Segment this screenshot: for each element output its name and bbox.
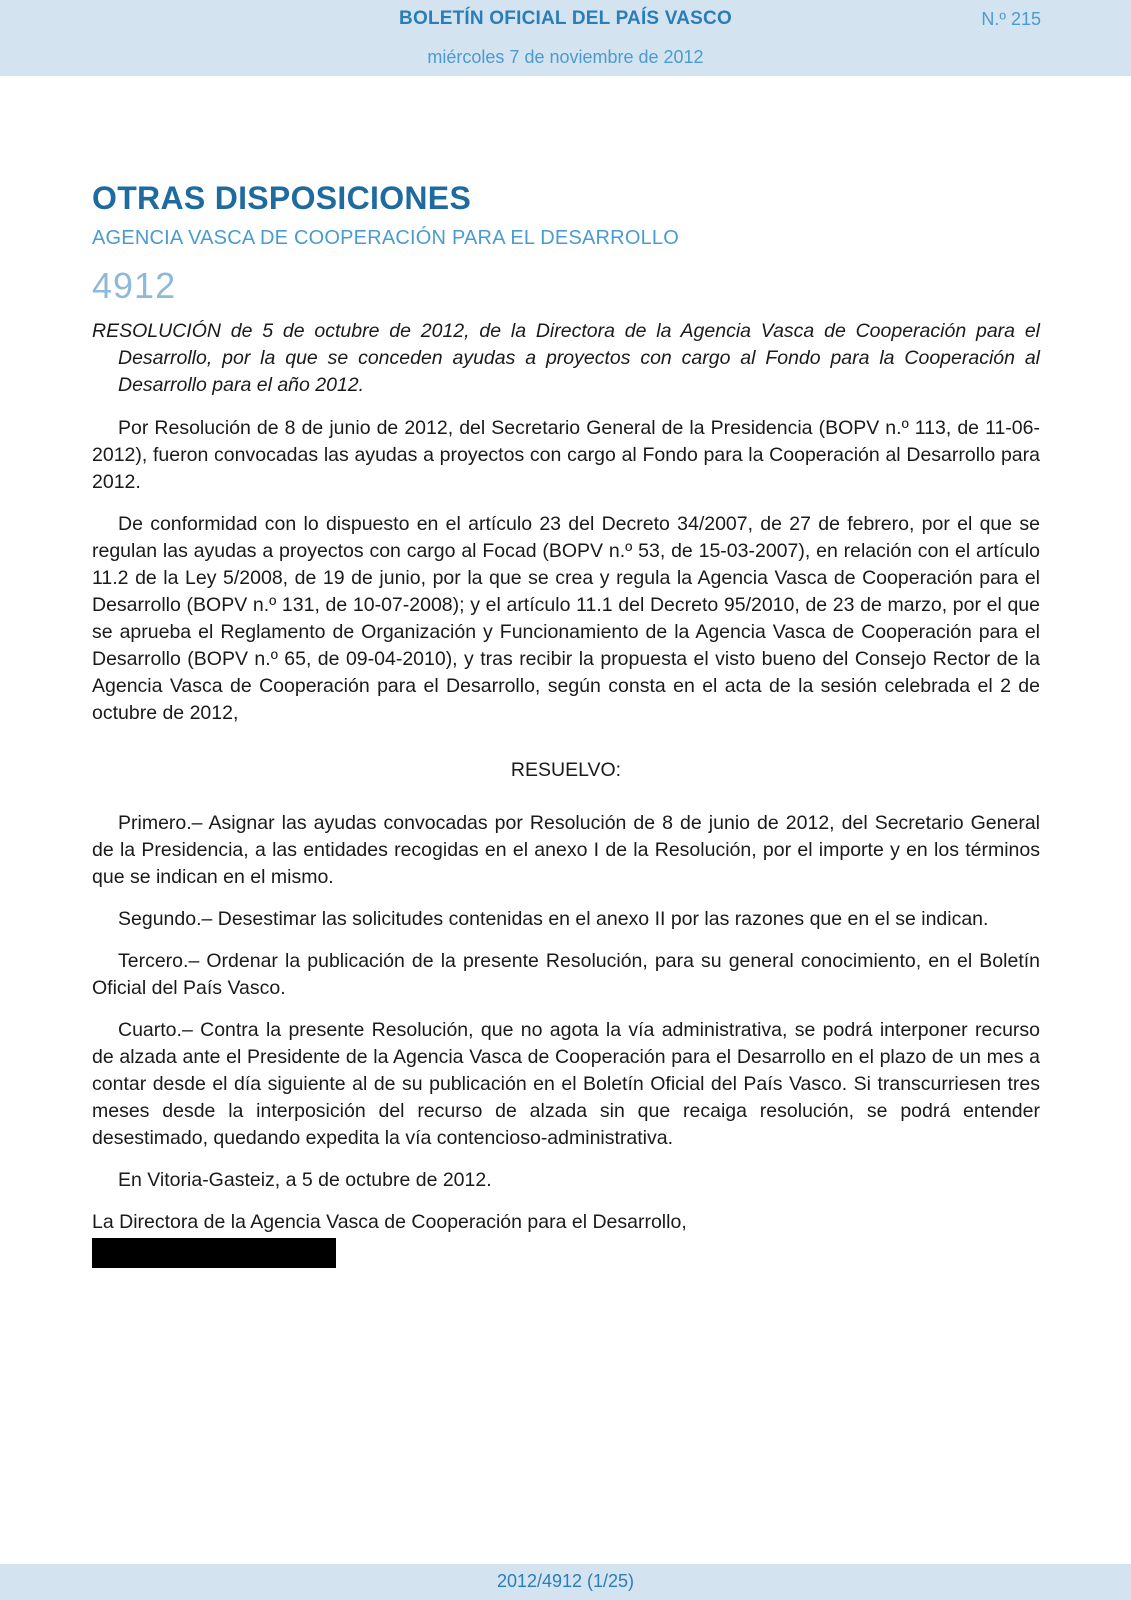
place-date: En Vitoria-Gasteiz, a 5 de octubre de 2012. [118,1169,492,1191]
article-cuarto: Cuarto.– Contra la presente Resolución, que no agota la vía administrativa, se podrá interponer recurso de alzada ante el Presidente de la Agencia Vasca de Cooperación para el Desarrollo en el plazo de un mes a contar desde el día siguiente al de su publicación en el Boletín Oficial del País Vasco. Si transcurriesen tres meses desde la interposición del recurso de alzada sin que recaiga resolución, se podrá entender desestimado, quedando expedita la vía contencioso-administrativa. [92,1019,1040,1149]
page-reference: 2012/4912 (1/25) [496,1571,635,1591]
issue-date: miércoles 7 de noviembre de 2012 [427,47,704,67]
signature-label: La Directora de la Agencia Vasca de Cooperación para el Desarrollo, [92,1211,687,1233]
document-body [92,176,1040,1268]
resuelvo-heading: RESUELVO: [510,759,622,781]
footer-band [0,1564,1131,1600]
paragraph: De conformidad con lo dispuesto en el artículo 23 del Decreto 34/2007, de 27 de febrero, por el que se regulan las ayudas a proyectos con cargo al Focad (BOPV n.º 53, de 15-03-2007), en relación con el artículo 11.2 de la Ley 5/2008, de 19 de junio, por la que se crea y regula la Agencia Vasca de Cooperación para el Desarrollo (BOPV n.º 131, de 10-07-2008); y el artículo 11.1 del Decreto 95/2010, de 23 de marzo, por el que se aprueba el Reglamento de Organización y Funcionamiento de la Agencia Vasca de Cooperación para el Desarrollo (BOPV n.º 65, de 09-04-2010), y tras recibir la propuesta el visto bueno del Consejo Rector de la Agencia Vasca de Cooperación para el Desarrollo, según consta en el acta de la sesión celebrada el 2 de octubre de 2012, [92,513,1040,724]
section-title: OTRAS DISPOSICIONES [92,180,472,216]
paragraph: Por Resolución de 8 de junio de 2012, del Secretario General de la Presidencia (BOPV n.º 113, de 11-06-2012), fueron convocadas las ayudas a proyectos con cargo al Fondo para la Cooperación al Desarrollo para 2012. [92,417,1040,493]
issue-number: N.º 215 [981,9,1041,29]
article-tercero: Tercero.– Ordenar la publicación de la presente Resolución, para su general conocimiento, en el Boletín Oficial del País Vasco. [92,950,1040,999]
agency-name: AGENCIA VASCA DE COOPERACIÓN PARA EL DESARROLLO [92,227,679,249]
bulletin-title: BOLETÍN OFICIAL DEL PAÍS VASCO [399,8,732,29]
disposition-number: 4912 [92,265,177,306]
article-segundo: Segundo.– Desestimar las solicitudes contenidas en el anexo II por las razones que en el se indican. [118,908,989,930]
article-primero: Primero.– Asignar las ayudas convocadas por Resolución de 8 de junio de 2012, del Secretario General de la Presidencia, a las entidades recogidas en el anexo I de la Resolución, por el importe y en los términos que se indican en el mismo. [92,812,1040,888]
header-band [0,0,1131,76]
redacted-signature-name [92,1238,336,1268]
resolution-title: RESOLUCIÓN de 5 de octubre de 2012, de la Directora de la Agencia Vasca de Cooperación para el Desarrollo, por la que se conceden ayudas a proyectos con cargo al Fondo para la Cooperación al Desarrollo para el año 2012. [92,320,1040,396]
